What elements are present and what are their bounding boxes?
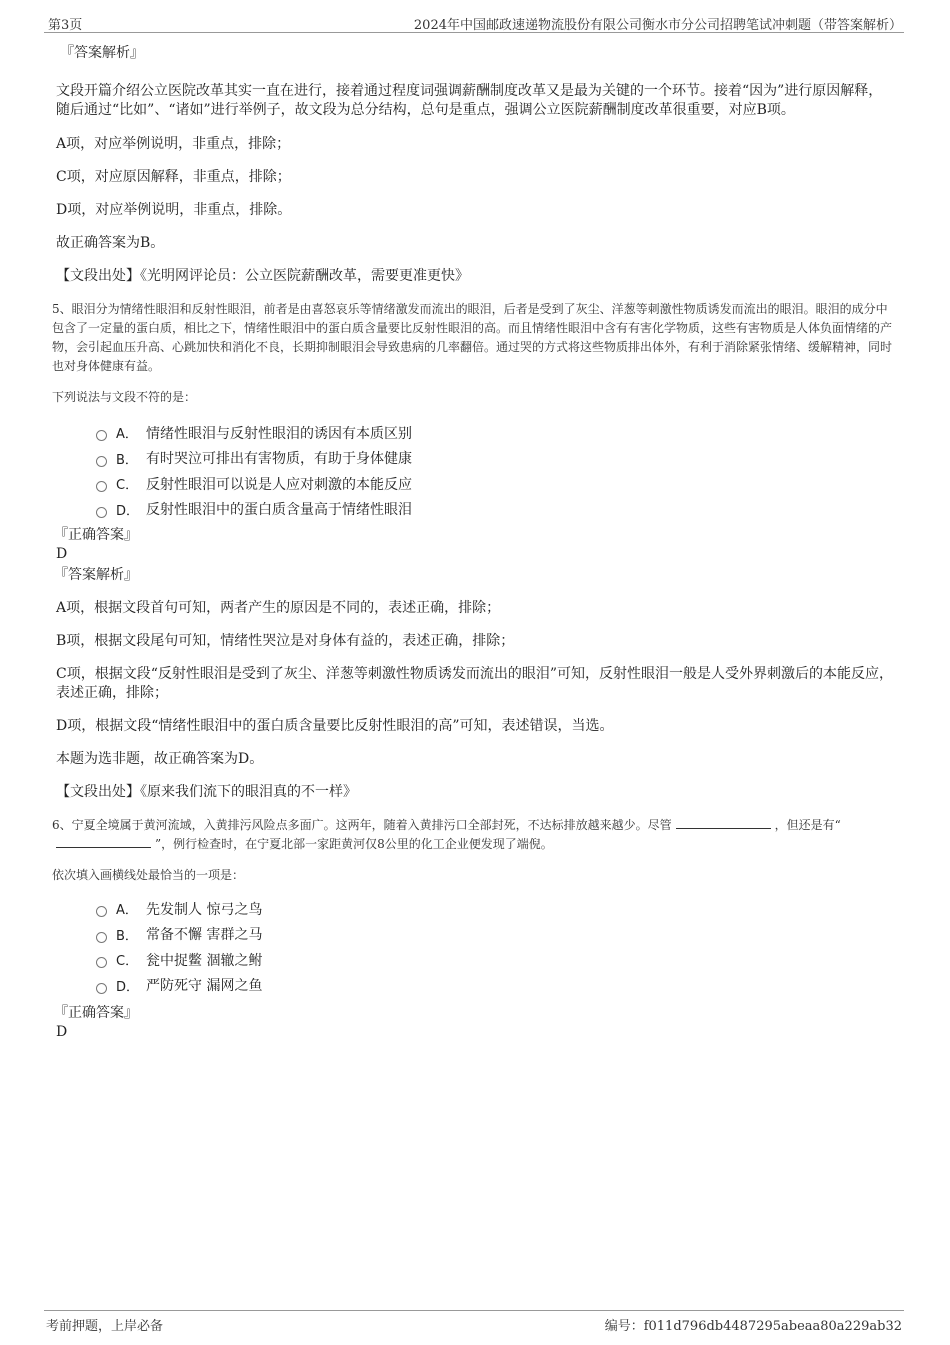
document-title: 2024年中国邮政速递物流股份有限公司衡水市分公司招聘笔试冲刺题（带答案解析） [413,18,902,33]
page-header [44,12,904,33]
q4-analysis-text: 文段开篇介绍公立医院改革其实一直在进行，接着通过程度词强调薪酬制度改革又是最为关键的一个环节。接着“因为”进行原因解释，随后通过“比如”、“诸如”进行举例子，故文段为总分结构，总句是重点，强调公立医院薪酬制度改革很重要，对应B项。 [56,83,883,118]
option-letter: D． [116,979,140,995]
option-text: 严防死守 漏网之鱼 [146,978,263,995]
page-number: 第3页 [48,18,83,33]
q4-item-c: C项，对应原因解释，非重点，排除； [56,169,291,185]
radio-icon[interactable] [96,957,107,968]
q4-conclusion: 故正确答案为B。 [56,235,165,251]
fill-blank [676,816,771,829]
radio-icon[interactable] [96,481,107,492]
q5-item-a: A项，根据文段首句可知，两者产生的原因是不同的，表述正确，排除； [56,600,501,616]
q6-option-a[interactable] [96,896,896,922]
radio-icon[interactable] [96,983,107,994]
q5-conclusion: 本题为选非题，故正确答案为D。 [56,751,264,767]
option-letter: A． [116,427,138,443]
radio-icon[interactable] [96,430,107,441]
q5-item-b: B项，根据文段尾句可知，情绪性哭泣是对身体有益的，表述正确，排除； [56,633,515,649]
option-letter: B． [116,452,138,468]
footer-serial: 编号：f011d796db4487295abeaa80a229ab32 [604,1319,902,1334]
q5-option-c[interactable] [96,471,896,497]
q4-item-a: A项，对应举例说明，非重点，排除； [56,136,291,152]
q5-analysis-label: 『答案解析』 [54,567,138,583]
q6-passage [52,816,896,854]
q5-passage: 5、眼泪分为情绪性眼泪和反射性眼泪，前者是由喜怒哀乐等情绪激发而流出的眼泪，后者是受到了灰尘、洋葱等刺激性物质诱发而流出的眼泪。眼泪的成分中包含了一定量的蛋白质，相比之下，情绪性眼泪中的蛋白质含量要比反射性眼泪的高。而且情绪性眼泪中含有有害化学物质，这些有害物质是人体负面情绪的产物，会引起血压升高、心跳加快和消化不良，长期抑制眼泪会导致患病的几率翻倍。通过哭的方式将这些物质排出体外，有利于消除紧张情绪、缓解精神，同时也对身体健康有益。 [52,302,893,373]
footer-slogan: 考前押题，上岸必备 [46,1319,164,1334]
fill-blank [56,835,151,848]
radio-icon[interactable] [96,456,107,467]
option-text: 瓮中捉鳖 涸辙之鲋 [146,952,263,969]
q5-option-d[interactable] [96,497,896,523]
q6-option-c[interactable] [96,947,896,973]
radio-icon[interactable] [96,906,107,917]
option-letter: C． [116,478,139,494]
q6-options [96,896,896,998]
q5-question: 下列说法与文段不符的是： [52,390,197,404]
q6-option-d[interactable] [96,973,896,999]
q6-question: 依次填入画横线处最恰当的一项是： [52,868,245,882]
option-text: 情绪性眼泪与反射性眼泪的诱因有本质区别 [146,425,412,442]
q6-answer: D [56,1024,68,1040]
q4-analysis-label: 『答案解析』 [60,45,144,61]
option-letter: C． [116,954,139,970]
q5-item-c: C项，根据文段“反射性眼泪是受到了灰尘、洋葱等刺激性物质诱发而流出的眼泪”可知，反射性眼泪一般是人受外界刺激后的本能反应，表述正确，排除； [56,666,894,701]
option-text: 有时哭泣可排出有害物质，有助于身体健康 [146,451,412,468]
option-text: 反射性眼泪可以说是人应对刺激的本能反应 [146,476,412,493]
main-content [52,44,896,1042]
q5-answer: D [56,546,68,562]
q6-passage-part: ”，例行检查时，在宁夏北部一家距黄河仅8公里的化工企业便发现了端倪。 [155,837,553,851]
q6-passage-part: ，但还是有“ [774,818,841,832]
page-footer [44,1310,904,1334]
option-text: 反射性眼泪中的蛋白质含量高于情绪性眼泪 [146,502,412,519]
q5-options [96,420,896,522]
q4-source: 【文段出处】《光明网评论员：公立医院薪酬改革，需要更准更快》 [56,268,469,284]
q5-item-d: D项，根据文段“情绪性眼泪中的蛋白质含量要比反射性眼泪的高”可知，表述错误，当选。 [56,718,614,734]
radio-icon[interactable] [96,507,107,518]
option-text: 常备不懈 害群之马 [146,927,263,944]
q5-option-b[interactable] [96,446,896,472]
q6-option-b[interactable] [96,922,896,948]
option-text: 先发制人 惊弓之鸟 [146,901,263,918]
q6-passage-part: 6、宁夏全境属于黄河流域，入黄排污风险点多面广。这两年，随着入黄排污口全部封死，不达标排放越来越少。尽管 [52,818,672,832]
q5-option-a[interactable] [96,420,896,446]
option-letter: B． [116,928,138,944]
option-letter: A． [116,903,138,919]
option-letter: D． [116,503,140,519]
q5-source: 【文段出处】《原来我们流下的眼泪真的不一样》 [56,784,357,800]
radio-icon[interactable] [96,932,107,943]
q5-answer-label: 『正确答案』 [54,527,138,543]
q6-answer-label: 『正确答案』 [54,1005,138,1021]
q4-item-d: D项，对应举例说明，非重点，排除。 [56,202,292,218]
